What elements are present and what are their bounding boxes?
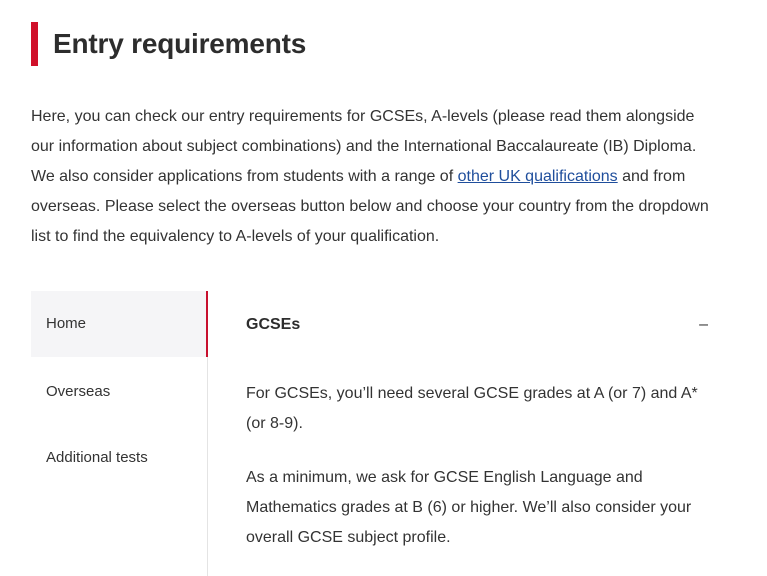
intro-text-start: Here, you can check our entry requirements for GCSEs, A-levels (please read them alongside our information about subject combinations) and the International Baccalaureate (IB) Diploma. We also consider applications from students with a range of [31, 108, 697, 185]
other-uk-qualifications-link[interactable]: other UK qualifications [457, 168, 618, 185]
tab-overseas[interactable]: Overseas [46, 383, 111, 400]
gcse-paragraph-2: As a minimum, we ask for GCSE English Language and Mathematics grades at B (6) or higher. We’ll also consider your overall GCSE subject profile. [246, 469, 692, 546]
intro-paragraph [31, 102, 721, 252]
section-heading [31, 22, 306, 66]
tab-additional-tests[interactable]: Additional tests [46, 449, 148, 466]
qualification-tabs [31, 291, 208, 576]
intro-text-end: and from overseas. Please select the overseas button below and choose your country from the dropdown list to find the equivalency to A-levels of your qualification. [31, 168, 709, 245]
gcse-accordion-body [246, 379, 708, 553]
accordion-title: GCSEs [246, 316, 301, 333]
gcse-paragraph-1: For GCSEs, you’ll need several GCSE grades at A (or 7) and A* (or 8-9). [246, 385, 698, 432]
page-title: Entry requirements [53, 28, 307, 59]
collapse-minus-icon[interactable]: – [699, 316, 708, 333]
heading-accent-bar [31, 22, 38, 66]
tab-home[interactable]: Home [31, 291, 208, 357]
gcse-accordion-header[interactable] [246, 291, 708, 359]
tab-content-panel [246, 291, 708, 553]
